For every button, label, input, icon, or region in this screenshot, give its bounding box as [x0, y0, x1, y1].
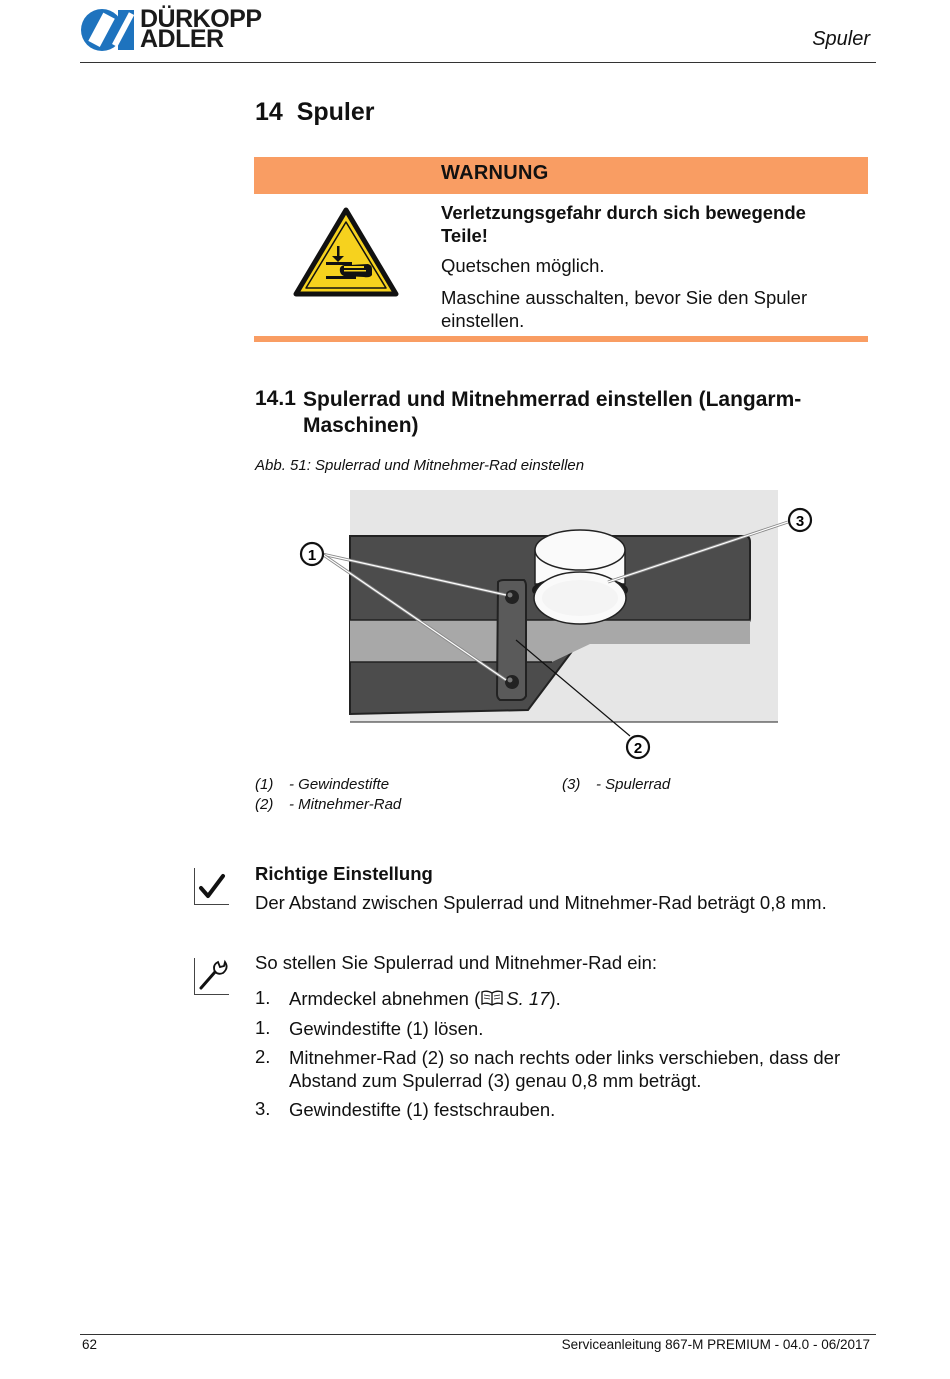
chapter-number: 14	[255, 98, 283, 126]
step-text	[289, 987, 869, 1010]
legend-item	[562, 776, 671, 793]
footer-divider	[80, 1334, 876, 1335]
step-text: Gewindestifte (1) lösen.	[289, 1018, 484, 1039]
header-divider	[80, 62, 876, 63]
brand-line-1: DÜRKOPP	[140, 5, 262, 33]
step-text: Mitnehmer-Rad (2) so nach rechts oder links verschieben, dass der Abstand zum Spulerrad (3) genau 0,8 mm beträgt.	[289, 1047, 841, 1091]
legend-num: (3)	[562, 776, 581, 793]
callout-1-label: 1	[307, 547, 317, 564]
warning-headline: Verletzungsgefahr durch sich bewegende Teile!	[441, 202, 806, 246]
legend-text: - Spulerrad	[596, 776, 671, 793]
legend-item	[255, 796, 402, 813]
warning-label: WARNUNG	[441, 162, 549, 184]
bobbin-winder-figure	[290, 486, 830, 766]
step-text: Gewindestifte (1) festschrauben.	[289, 1099, 556, 1120]
callout-2	[627, 736, 649, 758]
callout-2-label: 2	[633, 740, 643, 757]
chapter-heading	[255, 98, 375, 127]
legend-num: (1)	[255, 776, 274, 793]
step-text-post: ).	[549, 988, 561, 1009]
section-number: 14.1	[255, 387, 296, 410]
crush-hazard-icon	[292, 206, 400, 298]
warning-bottom-bar	[254, 336, 868, 342]
legend-item	[255, 776, 390, 793]
figure-caption: Abb. 51: Spulerrad und Mitnehmer-Rad einstellen	[255, 457, 585, 474]
callout-3-label: 3	[795, 513, 805, 530]
section-title: Spulerrad und Mitnehmerrad einstellen (Langarm-Maschinen)	[303, 388, 802, 437]
step-number: 1.	[255, 1017, 271, 1038]
page-reference-link[interactable]: S. 17	[506, 988, 550, 1009]
procedure-intro: So stellen Sie Spulerrad und Mitnehmer-Rad ein:	[255, 952, 658, 973]
page-number: 62	[82, 1337, 98, 1352]
step-text-pre: Armdeckel abnehmen (	[289, 988, 481, 1009]
chapter-title: Spuler	[296, 98, 375, 126]
step-number: 2.	[255, 1046, 271, 1067]
running-header: Spuler	[812, 28, 870, 50]
book-reference-icon	[481, 990, 503, 1006]
callout-1	[301, 543, 323, 565]
legend-text: - Gewindestifte	[289, 776, 390, 793]
warning-header-bar	[254, 157, 868, 194]
legend-text: - Mitnehmer-Rad	[289, 796, 402, 813]
warning-text-2: Maschine ausschalten, bevor Sie den Spuler einstellen.	[441, 287, 808, 331]
checkmark-icon	[194, 868, 229, 905]
callout-3	[789, 509, 811, 531]
document-id: Serviceanleitung 867-M PREMIUM - 04.0 - 06/2017	[561, 1337, 870, 1352]
step-number: 3.	[255, 1098, 271, 1119]
correct-setting-text: Der Abstand zwischen Spulerrad und Mitnehmer-Rad beträgt 0,8 mm.	[255, 892, 827, 913]
brand-line-2: ADLER	[140, 25, 224, 53]
logo-mark-icon	[80, 8, 136, 52]
correct-setting-title: Richtige Einstellung	[255, 863, 433, 884]
step-number: 1.	[255, 987, 271, 1008]
brand-logo	[80, 6, 270, 54]
warning-text-1: Quetschen möglich.	[441, 255, 605, 276]
wrench-icon	[194, 958, 229, 995]
legend-num: (2)	[255, 796, 274, 813]
